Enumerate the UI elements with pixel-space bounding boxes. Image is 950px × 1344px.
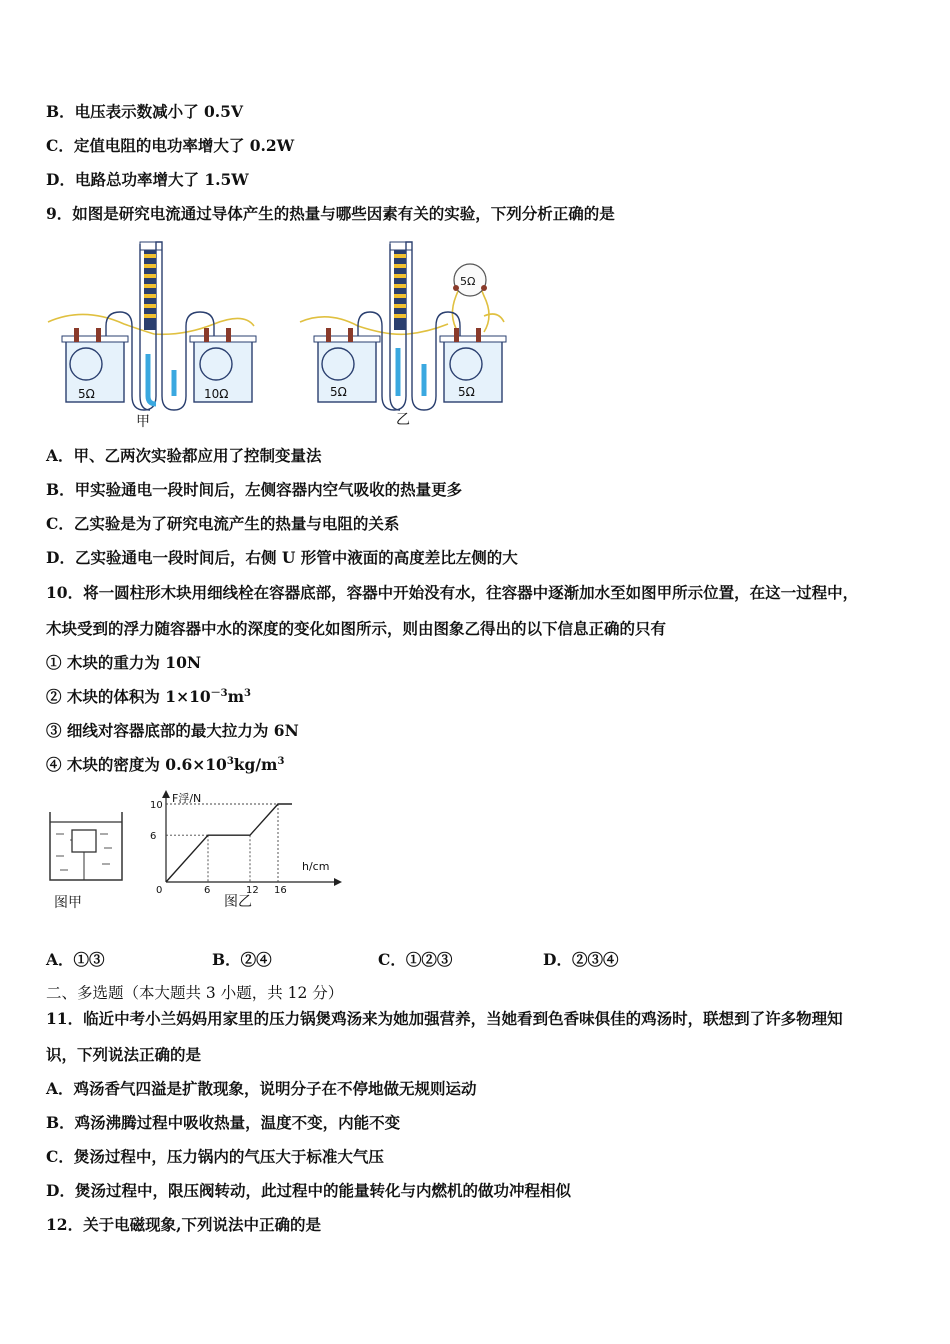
origin-label: 0	[156, 885, 163, 896]
q10-choice-d: D．②③④	[543, 950, 619, 969]
q9-jia-right-resistor: 10Ω	[204, 387, 229, 401]
scale-stripes	[144, 250, 156, 330]
buoyancy-series-line	[166, 804, 292, 882]
y-tick-label: 10	[150, 800, 163, 811]
q11-option-d: D．煲汤过程中，限压阀转动，此过程中的能量转化与内燃机的做功冲程相似	[46, 1181, 571, 1200]
q10-stem-line2: 木块受到的浮力随容器中水的深度的变化如图所示，则由图象乙得出的以下信息正确的只有	[46, 619, 667, 638]
q8-option-c: C．定值电阻的电功率增大了 0.2W	[46, 136, 295, 155]
y-axis-arrow	[162, 790, 170, 798]
x-tick-label: 16	[274, 885, 287, 896]
q10-buoyancy-chart	[138, 786, 348, 916]
q9-option-c: C．乙实验是为了研究电流产生的热量与电阻的关系	[46, 514, 400, 533]
x-axis-arrow	[334, 878, 342, 886]
q9-yi-left-resistor: 5Ω	[330, 385, 347, 399]
q11-stem-line2: 识，下列说法正确的是	[46, 1045, 202, 1064]
x-axis-label: h/cm	[302, 860, 330, 873]
x-tick-label: 12	[246, 885, 259, 896]
q11-stem-line1: 11．临近中考小兰妈妈用家里的压力锅煲鸡汤来为她加强营养，当她看到色香味俱佳的鸡汤时，联想到了许多物理知	[46, 1009, 843, 1028]
q9-figure-jia	[44, 236, 259, 432]
q9-option-d: D．乙实验通电一段时间后，右侧 U 形管中液面的高度差比左侧的大	[46, 548, 518, 567]
q11-option-c: C．煲汤过程中，压力锅内的气压大于标准大气压	[46, 1147, 384, 1166]
q10-choice-c: C．①②③	[378, 950, 453, 969]
x-tick-label: 6	[204, 885, 211, 896]
q9-yi-right-resistor: 5Ω	[458, 385, 475, 399]
q8-option-d: D．电路总功率增大了 1.5W	[46, 170, 249, 189]
q9-stem: 9．如图是研究电流通过导体产生的热量与哪些因素有关的实验，下列分析正确的是	[46, 204, 615, 223]
q10-choice-a: A．①③	[46, 950, 105, 969]
q9-yi-label: 乙	[396, 412, 410, 428]
q9-figure-yi	[298, 236, 508, 430]
q10-statement-2: ② 木块的体积为 $1\times 10^{-3}m^3$	[46, 687, 251, 706]
q10-stem-line1: 10．将一圆柱形木块用细线栓在容器底部，容器中开始没有水，往容器中逐渐加水至如图甲所示位置，在这一过程中，	[46, 583, 859, 602]
q10-statement-3: ③ 细线对容器底部的最大拉力为 6N	[46, 721, 299, 740]
q10-statement-4: ④ 木块的密度为 $0.6\times 10^3kg/m^3$	[46, 755, 285, 774]
section-2-heading: 二、多选题（本大题共 3 小题，共 12 分）	[46, 984, 344, 1002]
q12-stem: 12．关于电磁现象,下列说法中正确的是	[46, 1215, 321, 1234]
q11-option-a: A．鸡汤香气四溢是扩散现象，说明分子在不停地做无规则运动	[46, 1079, 477, 1098]
y-tick-label: 6	[150, 831, 157, 843]
q8-option-b: B．电压表示数减小了 0.5V	[46, 102, 243, 121]
q10-figure-jia	[46, 808, 128, 916]
q9-yi-parallel-resistor: 5Ω	[460, 275, 476, 288]
q11-option-b: B．鸡汤沸腾过程中吸收热量，温度不变，内能不变	[46, 1113, 401, 1132]
q10-choice-b: B．②④	[212, 950, 272, 969]
q10-jia-label: 图甲	[54, 895, 82, 911]
q9-option-a: A．甲、乙两次实验都应用了控制变量法	[46, 446, 322, 465]
q9-option-b: B．甲实验通电一段时间后，左侧容器内空气吸收的热量更多	[46, 480, 463, 499]
y-axis-label: F浮/N	[172, 792, 202, 805]
q10-yi-label: 图乙	[224, 894, 252, 910]
q9-jia-left-resistor: 5Ω	[78, 387, 95, 401]
q9-jia-label: 甲	[136, 414, 150, 430]
q10-statement-1: ① 木块的重力为 10N	[46, 653, 202, 672]
